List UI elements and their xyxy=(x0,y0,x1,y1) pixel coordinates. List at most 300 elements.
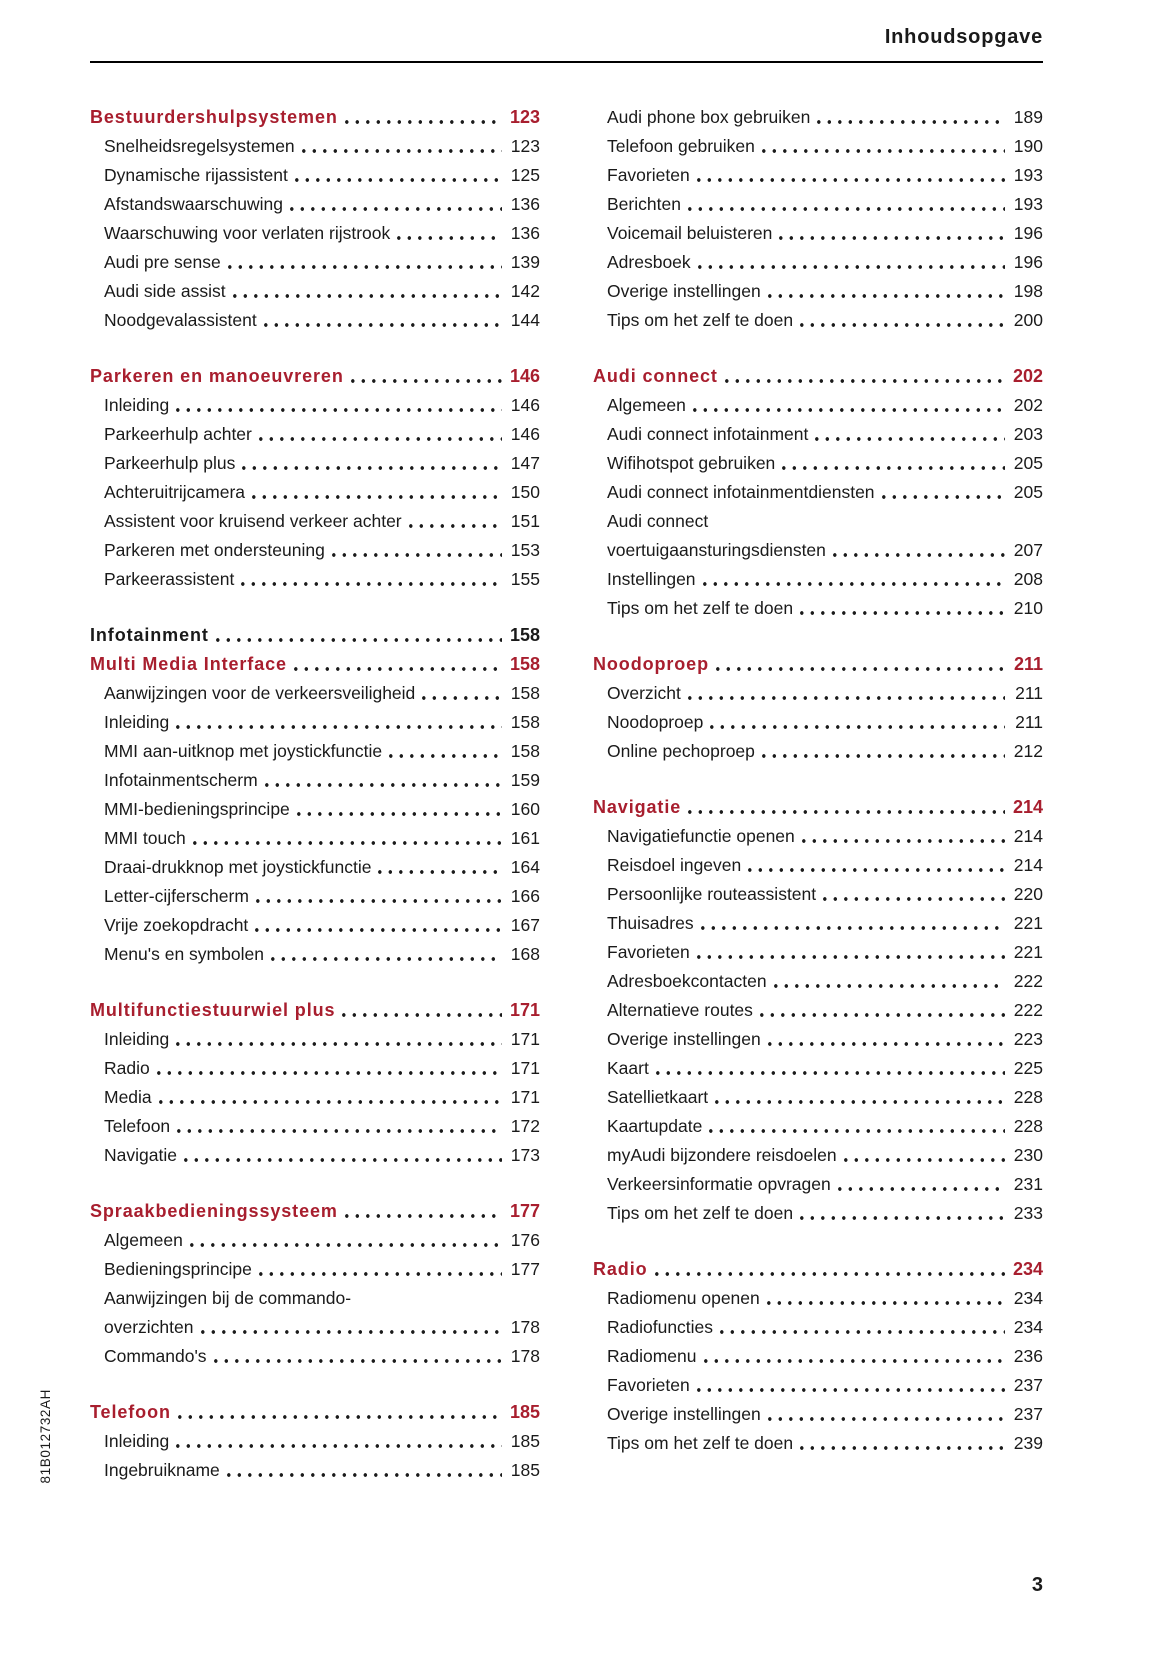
dot-leader xyxy=(762,737,1005,766)
entry-label: Inleiding xyxy=(104,1029,170,1049)
entry-page-number: 211 xyxy=(1013,654,1043,674)
toc-entry xyxy=(90,911,540,940)
dot-leader xyxy=(265,766,502,795)
dot-leader xyxy=(720,1313,1005,1342)
toc-entry xyxy=(593,1112,1043,1141)
toc-entry xyxy=(593,938,1043,967)
dot-leader xyxy=(332,536,502,565)
dot-leader xyxy=(748,851,1005,880)
entry-label: Assistent voor kruisend verkeer achter xyxy=(104,511,402,531)
entry-label: Noodoproep xyxy=(593,654,709,674)
toc-entry xyxy=(90,853,540,882)
entry-page-number: 144 xyxy=(510,310,540,330)
toc-entry xyxy=(593,132,1043,161)
entry-label: Navigatie xyxy=(104,1145,177,1165)
toc-entry xyxy=(90,1226,540,1255)
toc-block xyxy=(593,362,1043,623)
entry-label: overzichten xyxy=(104,1317,194,1337)
entry-page-number: 214 xyxy=(1013,826,1043,846)
toc-entry xyxy=(593,306,1043,335)
toc-entry xyxy=(593,909,1043,938)
entry-label: MMI aan-uitknop met joystickfunctie xyxy=(104,741,383,761)
toc-entry xyxy=(593,679,1043,708)
dot-leader xyxy=(159,1083,502,1112)
dot-leader xyxy=(704,1342,1006,1371)
entry-label: Algemeen xyxy=(607,395,686,415)
entry-page-number: 228 xyxy=(1013,1116,1043,1136)
entry-label: Telefoon gebruiken xyxy=(607,136,755,156)
entry-page-number: 198 xyxy=(1013,281,1043,301)
entry-page-number: 146 xyxy=(509,366,540,386)
toc-entry xyxy=(593,449,1043,478)
toc-entry xyxy=(90,132,540,161)
entry-label: Draai-drukknop met joystickfunctie xyxy=(104,857,372,877)
entry-label: Snelheidsregelsystemen xyxy=(104,136,295,156)
entry-page-number: 178 xyxy=(510,1317,540,1337)
dot-leader xyxy=(703,565,1005,594)
dot-leader xyxy=(815,420,1005,449)
dot-leader xyxy=(768,277,1005,306)
entry-label: Infotainmentscherm xyxy=(104,770,258,790)
entry-label: Bestuurdershulpsystemen xyxy=(90,107,338,127)
entry-label: Wifihotspot gebruiken xyxy=(607,453,776,473)
dot-leader xyxy=(709,1112,1005,1141)
toc-entry xyxy=(593,1054,1043,1083)
dot-leader xyxy=(715,1083,1005,1112)
toc-section-heading xyxy=(90,103,540,132)
entry-label: Inleiding xyxy=(104,395,170,415)
dot-leader xyxy=(716,650,1005,679)
dot-leader xyxy=(800,594,1005,623)
toc-entry xyxy=(90,161,540,190)
dot-leader xyxy=(833,536,1005,565)
dot-leader xyxy=(176,1427,502,1456)
dot-leader xyxy=(228,248,502,277)
entry-page-number: 185 xyxy=(510,1460,540,1480)
entry-page-number: 142 xyxy=(510,281,540,301)
dot-leader xyxy=(697,938,1005,967)
toc-entry xyxy=(593,594,1043,623)
toc-block xyxy=(90,362,540,594)
entry-label: Audi pre sense xyxy=(104,252,221,272)
entry-page-number: 150 xyxy=(510,482,540,502)
dot-leader xyxy=(697,161,1005,190)
toc-entry xyxy=(593,219,1043,248)
toc-block xyxy=(593,1255,1043,1458)
entry-label: Audi connect infotainment xyxy=(607,424,809,444)
toc-block xyxy=(90,103,540,335)
entry-page-number: 196 xyxy=(1013,223,1043,243)
entry-page-number: 237 xyxy=(1013,1404,1043,1424)
entry-label: Radiomenu xyxy=(607,1346,697,1366)
toc-entry xyxy=(90,1025,540,1054)
toc-entry xyxy=(593,190,1043,219)
entry-page-number: 200 xyxy=(1013,310,1043,330)
entry-page-number: 168 xyxy=(510,944,540,964)
toc-entry xyxy=(593,161,1043,190)
entry-page-number: 146 xyxy=(510,395,540,415)
entry-label: Kaart xyxy=(607,1058,649,1078)
entry-page-number: 166 xyxy=(510,886,540,906)
toc-section-heading xyxy=(90,650,540,679)
toc-entry xyxy=(90,795,540,824)
dot-leader xyxy=(655,1255,1005,1284)
dot-leader xyxy=(800,1429,1005,1458)
entry-page-number: 202 xyxy=(1013,395,1043,415)
toc-entry xyxy=(90,1313,540,1342)
dot-leader xyxy=(184,1141,502,1170)
dot-leader xyxy=(176,391,502,420)
entry-label: Parkeerassistent xyxy=(104,569,235,589)
toc-entry xyxy=(593,420,1043,449)
entry-page-number: 171 xyxy=(510,1087,540,1107)
toc-section-heading xyxy=(90,362,540,391)
entry-page-number: 205 xyxy=(1013,453,1043,473)
toc-entry xyxy=(593,391,1043,420)
entry-page-number: 171 xyxy=(510,1058,540,1078)
entry-page-number: 185 xyxy=(509,1402,540,1422)
entry-page-number: 172 xyxy=(510,1116,540,1136)
entry-page-number: 234 xyxy=(1013,1317,1043,1337)
entry-label: Favorieten xyxy=(607,165,690,185)
dot-leader xyxy=(193,824,502,853)
toc-entry xyxy=(593,1083,1043,1112)
entry-label: Overige instellingen xyxy=(607,1404,761,1424)
toc-part-heading xyxy=(90,621,540,650)
dot-leader xyxy=(838,1170,1005,1199)
toc-entry xyxy=(593,536,1043,565)
entry-page-number: 147 xyxy=(510,453,540,473)
entry-page-number: 155 xyxy=(510,569,540,589)
dot-leader xyxy=(409,507,502,536)
toc-entry xyxy=(593,277,1043,306)
dot-leader xyxy=(397,219,502,248)
entry-page-number: 146 xyxy=(510,424,540,444)
entry-label: Radio xyxy=(104,1058,150,1078)
dot-leader xyxy=(802,822,1005,851)
toc-entry xyxy=(90,940,540,969)
entry-page-number: 220 xyxy=(1013,884,1043,904)
entry-label: Multifunctiestuurwiel plus xyxy=(90,1000,336,1020)
toc-entry xyxy=(593,996,1043,1025)
entry-label: Waarschuwing voor verlaten rijstrook xyxy=(104,223,391,243)
toc-entry xyxy=(90,1284,540,1313)
toc-section-heading xyxy=(593,1255,1043,1284)
toc-entry xyxy=(90,565,540,594)
entry-page-number: 205 xyxy=(1013,482,1043,502)
entry-page-number: 230 xyxy=(1013,1145,1043,1165)
entry-page-number: 233 xyxy=(1013,1203,1043,1223)
dot-leader xyxy=(693,391,1005,420)
entry-page-number: 214 xyxy=(1012,797,1043,817)
dot-leader xyxy=(242,449,502,478)
toc-entry xyxy=(90,449,540,478)
entry-label: Navigatiefunctie openen xyxy=(607,826,795,846)
entry-page-number: 158 xyxy=(510,712,540,732)
toc-entry xyxy=(90,824,540,853)
entry-label: Adresboekcontacten xyxy=(607,971,767,991)
dot-leader xyxy=(216,621,502,650)
toc-section-heading xyxy=(90,1398,540,1427)
dot-leader xyxy=(823,880,1005,909)
entry-label: Overige instellingen xyxy=(607,281,761,301)
toc-entry xyxy=(90,1427,540,1456)
entry-page-number: 158 xyxy=(510,741,540,761)
toc-entry xyxy=(593,737,1043,766)
entry-label: Infotainment xyxy=(90,625,209,645)
entry-page-number: 171 xyxy=(510,1029,540,1049)
dot-leader xyxy=(233,277,502,306)
dot-leader xyxy=(882,478,1005,507)
toc-entry xyxy=(593,1170,1043,1199)
dot-leader xyxy=(345,1197,502,1226)
dot-leader xyxy=(259,420,502,449)
entry-label: Audi connect xyxy=(607,511,709,531)
entry-label: Voicemail beluisteren xyxy=(607,223,773,243)
entry-label: Telefoon xyxy=(90,1402,171,1422)
dot-leader xyxy=(271,940,502,969)
dot-leader xyxy=(697,1371,1005,1400)
entry-label: Satellietkaart xyxy=(607,1087,709,1107)
toc-entry xyxy=(90,1456,540,1485)
dot-leader xyxy=(259,1255,502,1284)
toc-entry xyxy=(90,306,540,335)
dot-leader xyxy=(176,1025,502,1054)
toc-block xyxy=(90,996,540,1170)
entry-label: Audi side assist xyxy=(104,281,226,301)
toc-entry xyxy=(593,967,1043,996)
toc-block xyxy=(593,103,1043,335)
toc-block xyxy=(90,1398,540,1485)
entry-label: Overige instellingen xyxy=(607,1029,761,1049)
dot-leader xyxy=(844,1141,1005,1170)
entry-page-number: 158 xyxy=(509,625,540,645)
entry-label: voertuigaansturingsdiensten xyxy=(607,540,826,560)
entry-label: Verkeersinformatie opvragen xyxy=(607,1174,831,1194)
dot-leader xyxy=(294,650,502,679)
toc-entry xyxy=(90,536,540,565)
toc-entry xyxy=(593,1400,1043,1429)
toc-block xyxy=(593,793,1043,1228)
dot-leader xyxy=(178,1398,502,1427)
entry-label: Berichten xyxy=(607,194,681,214)
entry-label: Inleiding xyxy=(104,1431,170,1451)
toc-column xyxy=(90,103,540,1485)
dot-leader xyxy=(656,1054,1005,1083)
entry-label: Parkeerhulp achter xyxy=(104,424,252,444)
entry-label: Spraakbedieningssysteem xyxy=(90,1201,338,1221)
dot-leader xyxy=(422,679,502,708)
entry-label: Reisdoel ingeven xyxy=(607,855,742,875)
entry-label: Menu's en symbolen xyxy=(104,944,264,964)
toc-columns xyxy=(90,103,1043,1485)
entry-page-number: 125 xyxy=(510,165,540,185)
entry-label: Radiomenu openen xyxy=(607,1288,760,1308)
entry-page-number: 123 xyxy=(510,136,540,156)
entry-page-number: 202 xyxy=(1012,366,1043,386)
dot-leader xyxy=(768,1025,1005,1054)
toc-entry xyxy=(90,1054,540,1083)
entry-page-number: 176 xyxy=(510,1230,540,1250)
toc-entry xyxy=(90,507,540,536)
toc-block xyxy=(90,621,540,969)
edge-print-code: 81B012732AH xyxy=(38,1388,53,1483)
dot-leader xyxy=(389,737,502,766)
toc-entry xyxy=(90,766,540,795)
dot-leader xyxy=(378,853,502,882)
entry-label: Commando's xyxy=(104,1346,207,1366)
entry-label: Tips om het zelf te doen xyxy=(607,598,794,618)
entry-label: Favorieten xyxy=(607,1375,690,1395)
dot-leader xyxy=(800,1199,1005,1228)
entry-page-number: 164 xyxy=(510,857,540,877)
entry-page-number: 190 xyxy=(1013,136,1043,156)
entry-page-number: 212 xyxy=(1013,741,1043,761)
entry-page-number: 159 xyxy=(510,770,540,790)
toc-section-heading xyxy=(90,1197,540,1226)
entry-label: Telefoon xyxy=(104,1116,171,1136)
toc-entry xyxy=(593,880,1043,909)
entry-label: Persoonlijke routeassistent xyxy=(607,884,817,904)
entry-label: MMI-bedieningsprincipe xyxy=(104,799,290,819)
toc-entry xyxy=(593,565,1043,594)
toc-entry xyxy=(593,507,1043,536)
toc-entry xyxy=(90,1083,540,1112)
entry-label: Inleiding xyxy=(104,712,170,732)
dot-leader xyxy=(297,795,502,824)
dot-leader xyxy=(688,679,1005,708)
dot-leader xyxy=(345,103,502,132)
toc-column xyxy=(593,103,1043,1485)
entry-label: Tips om het zelf te doen xyxy=(607,1433,794,1453)
entry-page-number: 139 xyxy=(510,252,540,272)
entry-label: Audi phone box gebruiken xyxy=(607,107,811,127)
toc-entry xyxy=(593,708,1043,737)
toc-entry xyxy=(593,1313,1043,1342)
toc-entry xyxy=(90,219,540,248)
dot-leader xyxy=(800,306,1005,335)
entry-label: Online pechoproep xyxy=(607,741,755,761)
entry-label: Noodgevalassistent xyxy=(104,310,257,330)
dot-leader xyxy=(698,248,1005,277)
toc-section-heading xyxy=(90,996,540,1025)
entry-page-number: 161 xyxy=(510,828,540,848)
entry-label: Algemeen xyxy=(104,1230,183,1250)
entry-page-number: 123 xyxy=(509,107,540,127)
entry-page-number: 223 xyxy=(1013,1029,1043,1049)
entry-label: Media xyxy=(104,1087,152,1107)
toc-block xyxy=(593,650,1043,766)
toc-block xyxy=(90,1197,540,1371)
entry-page-number: 236 xyxy=(1013,1346,1043,1366)
page-number: 3 xyxy=(1031,1574,1043,1596)
toc-entry xyxy=(593,1025,1043,1054)
toc-entry xyxy=(90,1141,540,1170)
dot-leader xyxy=(256,882,502,911)
toc-entry xyxy=(90,478,540,507)
entry-page-number: 196 xyxy=(1013,252,1043,272)
toc-entry xyxy=(593,1141,1043,1170)
dot-leader xyxy=(177,1112,502,1141)
entry-page-number: 193 xyxy=(1013,165,1043,185)
entry-page-number: 171 xyxy=(509,1000,540,1020)
entry-page-number: 225 xyxy=(1013,1058,1043,1078)
dot-leader xyxy=(241,565,502,594)
entry-label: Thuisadres xyxy=(607,913,694,933)
entry-label: Parkeerhulp plus xyxy=(104,453,236,473)
entry-label: myAudi bijzondere reisdoelen xyxy=(607,1145,837,1165)
entry-page-number: 228 xyxy=(1013,1087,1043,1107)
entry-page-number: 189 xyxy=(1013,107,1043,127)
dot-leader xyxy=(710,708,1005,737)
entry-page-number: 153 xyxy=(510,540,540,560)
toc-entry xyxy=(90,679,540,708)
entry-label: Vrije zoekopdracht xyxy=(104,915,249,935)
entry-page-number: 185 xyxy=(510,1431,540,1451)
dot-leader xyxy=(264,306,502,335)
dot-leader xyxy=(157,1054,502,1083)
toc-entry xyxy=(90,1112,540,1141)
entry-page-number: 239 xyxy=(1013,1433,1043,1453)
dot-leader xyxy=(295,161,502,190)
dot-leader xyxy=(760,996,1005,1025)
toc-entry xyxy=(593,851,1043,880)
dot-leader xyxy=(701,909,1005,938)
entry-label: Overzicht xyxy=(607,683,681,703)
entry-label: Letter-cijferscherm xyxy=(104,886,249,906)
entry-page-number: 136 xyxy=(510,223,540,243)
entry-label: Audi connect infotainmentdiensten xyxy=(607,482,875,502)
entry-page-number: 158 xyxy=(509,654,540,674)
toc-entry xyxy=(90,1342,540,1371)
dot-leader xyxy=(779,219,1005,248)
entry-page-number: 211 xyxy=(1015,712,1043,732)
entry-page-number: 221 xyxy=(1013,913,1043,933)
entry-page-number: 234 xyxy=(1013,1288,1043,1308)
dot-leader xyxy=(768,1400,1005,1429)
entry-label: Instellingen xyxy=(607,569,696,589)
entry-page-number: 222 xyxy=(1013,1000,1043,1020)
toc-entry xyxy=(90,391,540,420)
entry-page-number: 193 xyxy=(1013,194,1043,214)
entry-page-number: 160 xyxy=(510,799,540,819)
toc-entry xyxy=(593,822,1043,851)
page-header xyxy=(90,26,1043,63)
entry-label: Adresboek xyxy=(607,252,691,272)
entry-label: Parkeren en manoeuvreren xyxy=(90,366,344,386)
entry-label: Ingebruikname xyxy=(104,1460,220,1480)
dot-leader xyxy=(725,362,1005,391)
toc-entry xyxy=(593,1284,1043,1313)
entry-label: Radio xyxy=(593,1259,648,1279)
entry-page-number: 167 xyxy=(510,915,540,935)
entry-page-number: 177 xyxy=(510,1259,540,1279)
dot-leader xyxy=(688,793,1005,822)
entry-label: Tips om het zelf te doen xyxy=(607,310,794,330)
entry-page-number: 207 xyxy=(1013,540,1043,560)
toc-entry xyxy=(593,248,1043,277)
toc-entry xyxy=(90,882,540,911)
entry-page-number: 177 xyxy=(509,1201,540,1221)
dot-leader xyxy=(290,190,502,219)
dot-leader xyxy=(201,1313,503,1342)
entry-page-number: 231 xyxy=(1013,1174,1043,1194)
entry-label: Aanwijzingen voor de verkeersveiligheid xyxy=(104,683,416,703)
entry-page-number: 237 xyxy=(1013,1375,1043,1395)
entry-page-number: 211 xyxy=(1015,683,1043,703)
entry-page-number: 234 xyxy=(1012,1259,1043,1279)
entry-label: Achteruitrijcamera xyxy=(104,482,246,502)
